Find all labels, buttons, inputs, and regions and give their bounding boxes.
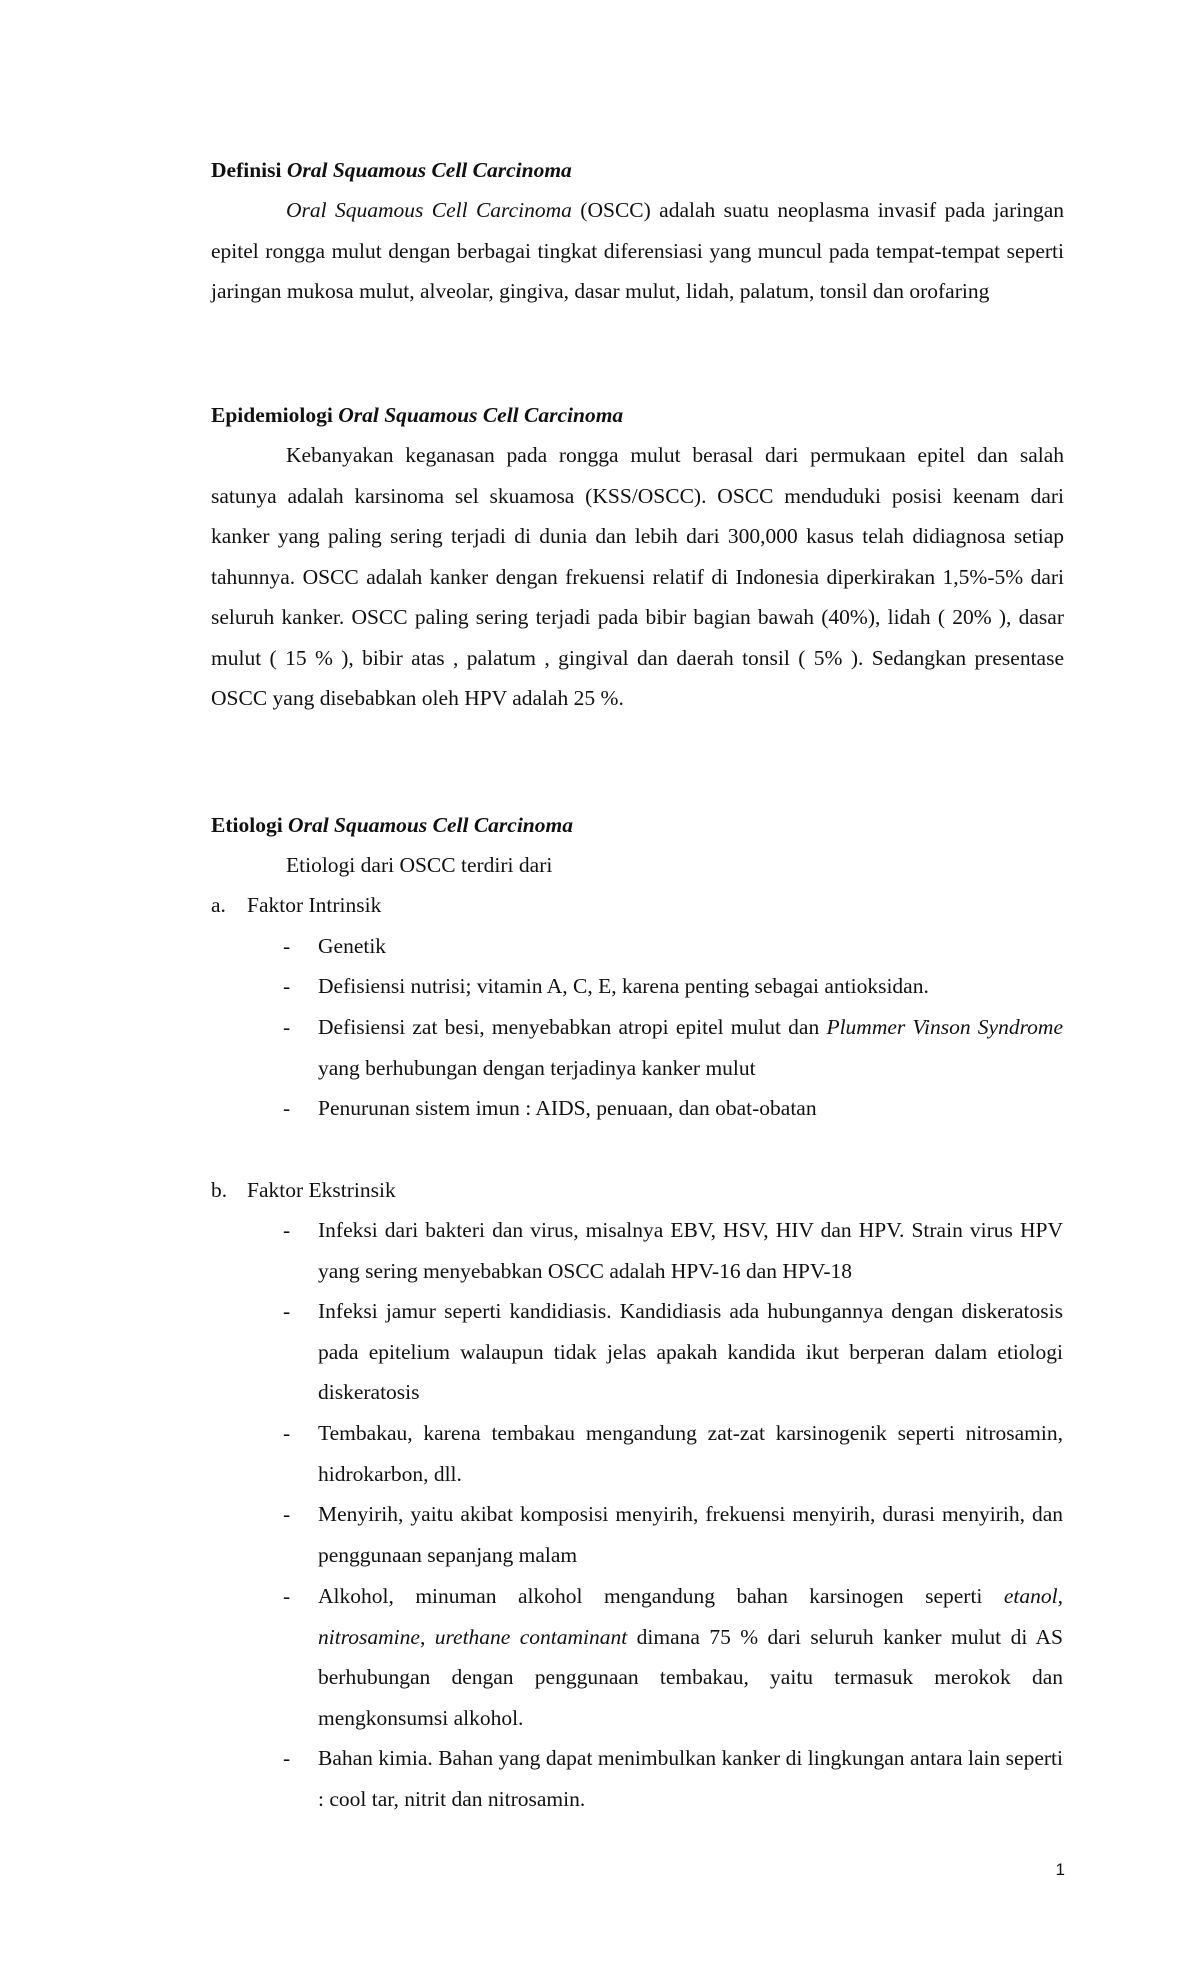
item-text	[318, 1007, 1063, 1088]
item-text-part: dimana 75 % dari seluruh kanker mulut di AS berhubungan dengan penggunaan tembakau, yaitu termasuk merokok dan mengkonsumsi alkohol.	[318, 1624, 1063, 1730]
dash-bullet: -	[283, 1746, 291, 1770]
dash-bullet: -	[283, 1218, 291, 1242]
item-text: Infeksi dari bakteri dan virus, misalnya EBV, HSV, HIV dan HPV. Strain virus HPV yang sering menyebabkan OSCC adalah HPV-16 dan HPV-18	[318, 1218, 1063, 1283]
item-text	[318, 1576, 1063, 1738]
item-text: Genetik	[318, 934, 387, 958]
heading-prefix: Etiologi	[211, 813, 283, 837]
heading-italic: Oral Squamous Cell Carcinoma	[286, 158, 572, 182]
item-text: Menyirih, yaitu akibat komposisi menyirih, frekuensi menyirih, durasi menyirih, dan penggunaan sepanjang malam	[318, 1502, 1063, 1567]
dash-bullet: -	[283, 1584, 291, 1608]
page-number: 1	[1055, 1860, 1065, 1879]
para-rest: (OSCC) adalah suatu neoplasma invasif pada jaringan epitel rongga mulut dengan berbagai tingkat diferensiasi yang muncul pada tempat-tempat seperti jaringan mukosa mulut, alveolar, gingiva, dasar mulut, lidah, palatum, tonsil dan orofaring	[211, 198, 1064, 303]
paragraph-epidemiologi	[211, 435, 1064, 719]
marker: b.	[211, 1178, 228, 1202]
item-text-italic: urethane contaminant	[434, 1624, 628, 1649]
item-text: Defisiensi nutrisi; vitamin A, C, E, karena penting sebagai antioksidan.	[318, 974, 929, 998]
heading-prefix: Epidemiologi	[211, 403, 333, 427]
paragraph-definisi	[211, 190, 1064, 312]
item-text: Penurunan sistem imun : AIDS, penuaan, dan obat-obatan	[318, 1096, 817, 1120]
item-text-part: ,	[419, 1624, 435, 1649]
dash-bullet: -	[283, 1299, 291, 1323]
etiologi-intro: Etiologi dari OSCC terdiri dari	[286, 853, 553, 877]
list-marker-b	[211, 1170, 396, 1210]
item-text: Bahan kimia. Bahan yang dapat menimbulkan kanker di lingkungan antara lain seperti : cool tar, nitrit dan nitrosamin.	[318, 1746, 1063, 1811]
marker-label: Faktor Intrinsik	[247, 893, 382, 917]
item-text-part: ,	[1057, 1584, 1063, 1608]
heading-italic: Oral Squamous Cell Carcinoma	[338, 403, 624, 427]
heading-definisi	[211, 150, 572, 190]
item-text-italic: nitrosamine	[318, 1624, 420, 1649]
marker: a.	[211, 893, 226, 917]
item-text-part: yang berhubungan dengan terjadinya kanker mulut	[318, 1055, 756, 1080]
item-text: Tembakau, karena tembakau mengandung zat-zat karsinogenik seperti nitrosamin, hidrokarbon, dll.	[318, 1421, 1063, 1486]
list-marker-a	[211, 885, 382, 925]
item-text-italic: Plummer Vinson Syndrome	[826, 1015, 1063, 1039]
item-text-part: Alkohol, minuman alkohol mengandung bahan karsinogen seperti	[318, 1584, 1004, 1608]
heading-prefix: Definisi	[211, 158, 282, 182]
para-italic-lead: Oral Squamous Cell Carcinoma	[286, 198, 572, 222]
heading-italic: Oral Squamous Cell Carcinoma	[288, 813, 573, 837]
dash-bullet: -	[283, 1421, 291, 1445]
dash-bullet: -	[283, 974, 291, 998]
dash-bullet: -	[283, 1096, 291, 1120]
heading-etiologi	[211, 805, 573, 845]
marker-label: Faktor Ekstrinsik	[247, 1178, 396, 1202]
dash-bullet: -	[283, 1015, 291, 1039]
dash-bullet: -	[283, 1502, 291, 1526]
dash-bullet: -	[283, 934, 291, 958]
heading-epidemiologi	[211, 395, 623, 435]
item-text-part: Defisiensi zat besi, menyebabkan atropi epitel mulut dan	[318, 1015, 827, 1039]
item-text: Infeksi jamur seperti kandidiasis. Kandidiasis ada hubungannya dengan diskeratosis pada epitelium walaupun tidak jelas apakah kandida ikut berperan dalam etiologi diskeratosis	[318, 1299, 1063, 1404]
item-text-italic: etanol	[1003, 1584, 1058, 1608]
para-text: Kebanyakan keganasan pada rongga mulut berasal dari permukaan epitel dan salah satunya adalah karsinoma sel skuamosa (KSS/OSCC). OSCC menduduki posisi keenam dari kanker yang paling sering terjadi di dunia dan lebih dari 300,000 kasus telah didiagnosa setiap tahunnya. OSCC adalah kanker dengan frekuensi relatif di Indonesia diperkirakan 1,5%-5% dari seluruh kanker. OSCC paling sering terjadi pada bibir bagian bawah (40%), lidah ( 20% ), dasar mulut ( 15 % ), bibir atas , palatum , gingival dan daerah tonsil ( 5% ). Sedangkan presentase OSCC yang disebabkan oleh HPV adalah 25 %.	[211, 443, 1064, 710]
